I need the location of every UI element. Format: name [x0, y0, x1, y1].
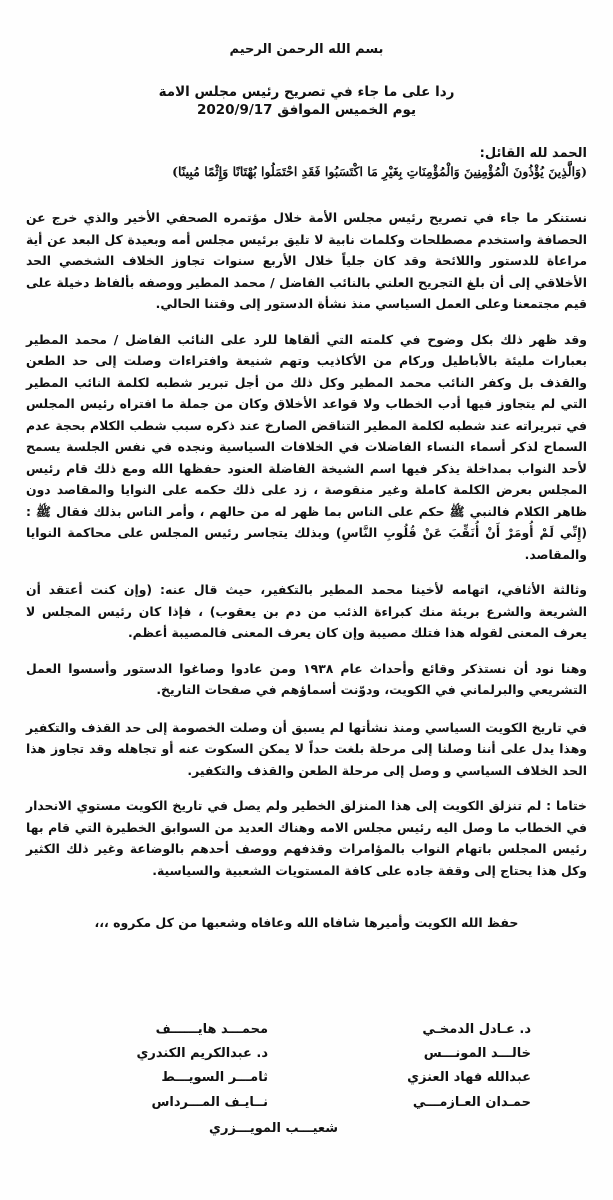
signature-right-4: حمـدان العـازمـــي	[412, 1095, 531, 1110]
signature-left-2: د. عبدالكريم الكندري	[136, 1046, 268, 1061]
paragraph-3: وثالثة الأثافي، اتهامه لأخينا محمد المطير بالتكفير، حيث قال عنه: (وإن كنت أعتقد أن الشريعة والشرع بريئة منك كبراءة الذئب من دم بن يعقوب) ، فإذا كان رئيس المجلس لا يعرف المعنى لقوله هذا فتلك مصيبة وإن كان يعرف المعنى فالمصيبة أعظم.	[26, 582, 587, 640]
signature-right-1: د. عـادل الدمخـي	[422, 1022, 531, 1037]
paragraph-1: نستنكر ما جاء في تصريح رئيس مجلس الأمة خلال مؤتمره الصحفي الأخير والذي خرج عن الحصافة واستخدم مصطلحات وكلمات نابية لا تليق برئيس مجلس أمه وبعيدة كل البعد عن أية مراعاة للدستور واللائحة وقد كان جلياً خلال الأربع سنوات تجاوز الخلاف الشخصي الحد الأخلاقي إلى أن بلغ التجريح العلني بالنائب الفاضل / محمد المطير ووصفه بألفاظ دخيلة على قيم مجتمعنا وعلى العمل السياسي منذ نشأة الدستور إلى وقتنا الحالي.	[26, 210, 587, 311]
signature-left-3: ثامـــر السويـــط	[161, 1070, 268, 1085]
document-title	[26, 83, 587, 119]
quran-verse: (وَالَّذِينَ يُؤْذُونَ الْمُؤْمِنِينَ وَالْمُؤْمِنَاتِ بِغَيْرِ مَا اكْتَسَبُوا فَقَدِ احْتَمَلُوا بُهْتَانًا وَإِثْمًا مُبِينًا)	[172, 164, 587, 179]
opening-praise: الحمد لله القائل:	[479, 146, 587, 161]
title-line-2: يوم الخميس الموافق 2020/9/17	[196, 102, 417, 118]
basmala: بسم الله الرحمن الرحيم	[229, 42, 384, 57]
signature-right-2: خالـــد المونـــس	[423, 1046, 531, 1061]
paragraph-5: في تاريخ الكويت السياسي ومنذ نشأتها لم يسبق أن وصلت الخصومة إلى حد القذف والتكفير وهذا يدل على أننا وصلنا إلى مرحلة بلغت حداً لا يمكن السكوت عنه أو تجاهله وقد تجاوز هذا الحد الخلاف السياسي و وصل إلى مرحلة الطعن والقذف والتكفير.	[26, 719, 587, 778]
signature-block	[0, 1022, 613, 1182]
signature-last: شعيـــب المويـــزري	[209, 1121, 338, 1136]
signature-right-3: عبدالله فهاد العنزي	[407, 1070, 531, 1085]
title-line-1: ردا على ما جاء في تصريح رئيس مجلس الامة	[158, 84, 455, 100]
signature-left-4: نــايـف المـــرداس	[151, 1095, 268, 1110]
paragraph-6: ختاما : لم تنزلق الكويت إلى هذا المنزلق الخطير ولم يصل في تاريخ الكويت مستوي الانحدار في الخطاب ما وصل اليه رئيس مجلس الامه وهناك العديد من السوابق الخطيرة التي قام بها رئيس المجلس باتهام النواب بالمؤامرات وقذفهم ووصف أحدهم بالوضاعة وغير ذلك الكثير وكل هذا يحتاج إلى وقفة جاده على كافة المستويات الشعبية والسياسية.	[26, 798, 587, 878]
paragraph-4: وهنا نود أن نستذكر وقائع وأحداث عام ١٩٣٨ ومن عادوا وصاغوا الدستور وأسسوا العمل التشريعي والبرلماني في الكويت، ودوّنت أسماؤهم في صفحات التاريخ.	[26, 660, 587, 697]
closing-prayer: حفظ الله الكويت وأميرها شافاه الله وعافاه وشعبها من كل مكروه ،،،	[94, 915, 519, 930]
paragraph-2: وقد ظهر ذلك بكل وضوح في كلمته التي ألقاها للرد على النائب الفاضل / محمد المطير بعبارات مليئة بالأباطيل وركام من الأكاذيب وتهم شنيعة وافتراءات وصلت إلى حد الطعن والقذف بل وكفر النائب محمد المطير وكل ذلك من أجل تبرير شطبه لكلمة النائب المطير التي لم يتجاوز فيها أدب الخطاب ولا قواعد الأخلاق وكان من جملة ما افتراه رئيس المجلس في تبريراته عند شطبه لكلمة المطير التناقض الصارخ عند ذكره سبب شطب الكلام بحجة عدم السماح لذكر أسماء النساء الفاضلات في الخلافات السياسية ونجده في نفس الجلسة يسمح لأحد النواب بمداخلة يذكر فيها اسم الشيخة الفاضلة العنود حفظها الله ومع ذلك قام رئيس المجلس بعرض الكلمة كاملة وغير منقوصة ، زد على ذلك حكمه على النوايا والمقاصد دون ظاهر الكلام فالنبي ﷺ حكم على الناس بما ظهر له من حالهم ، وأمر الناس بذلك فقال ﷺ : (إِنِّي لَمْ أُومَرْ أَنْ أُنَقِّبَ عَنْ قُلُوبِ النَّاسِ) وبذلك يتجاسر رئيس المجلس على محاكمة النوايا والمقاصد.	[26, 331, 587, 562]
signature-left-1: محمـــد هايــــــف	[155, 1022, 268, 1037]
